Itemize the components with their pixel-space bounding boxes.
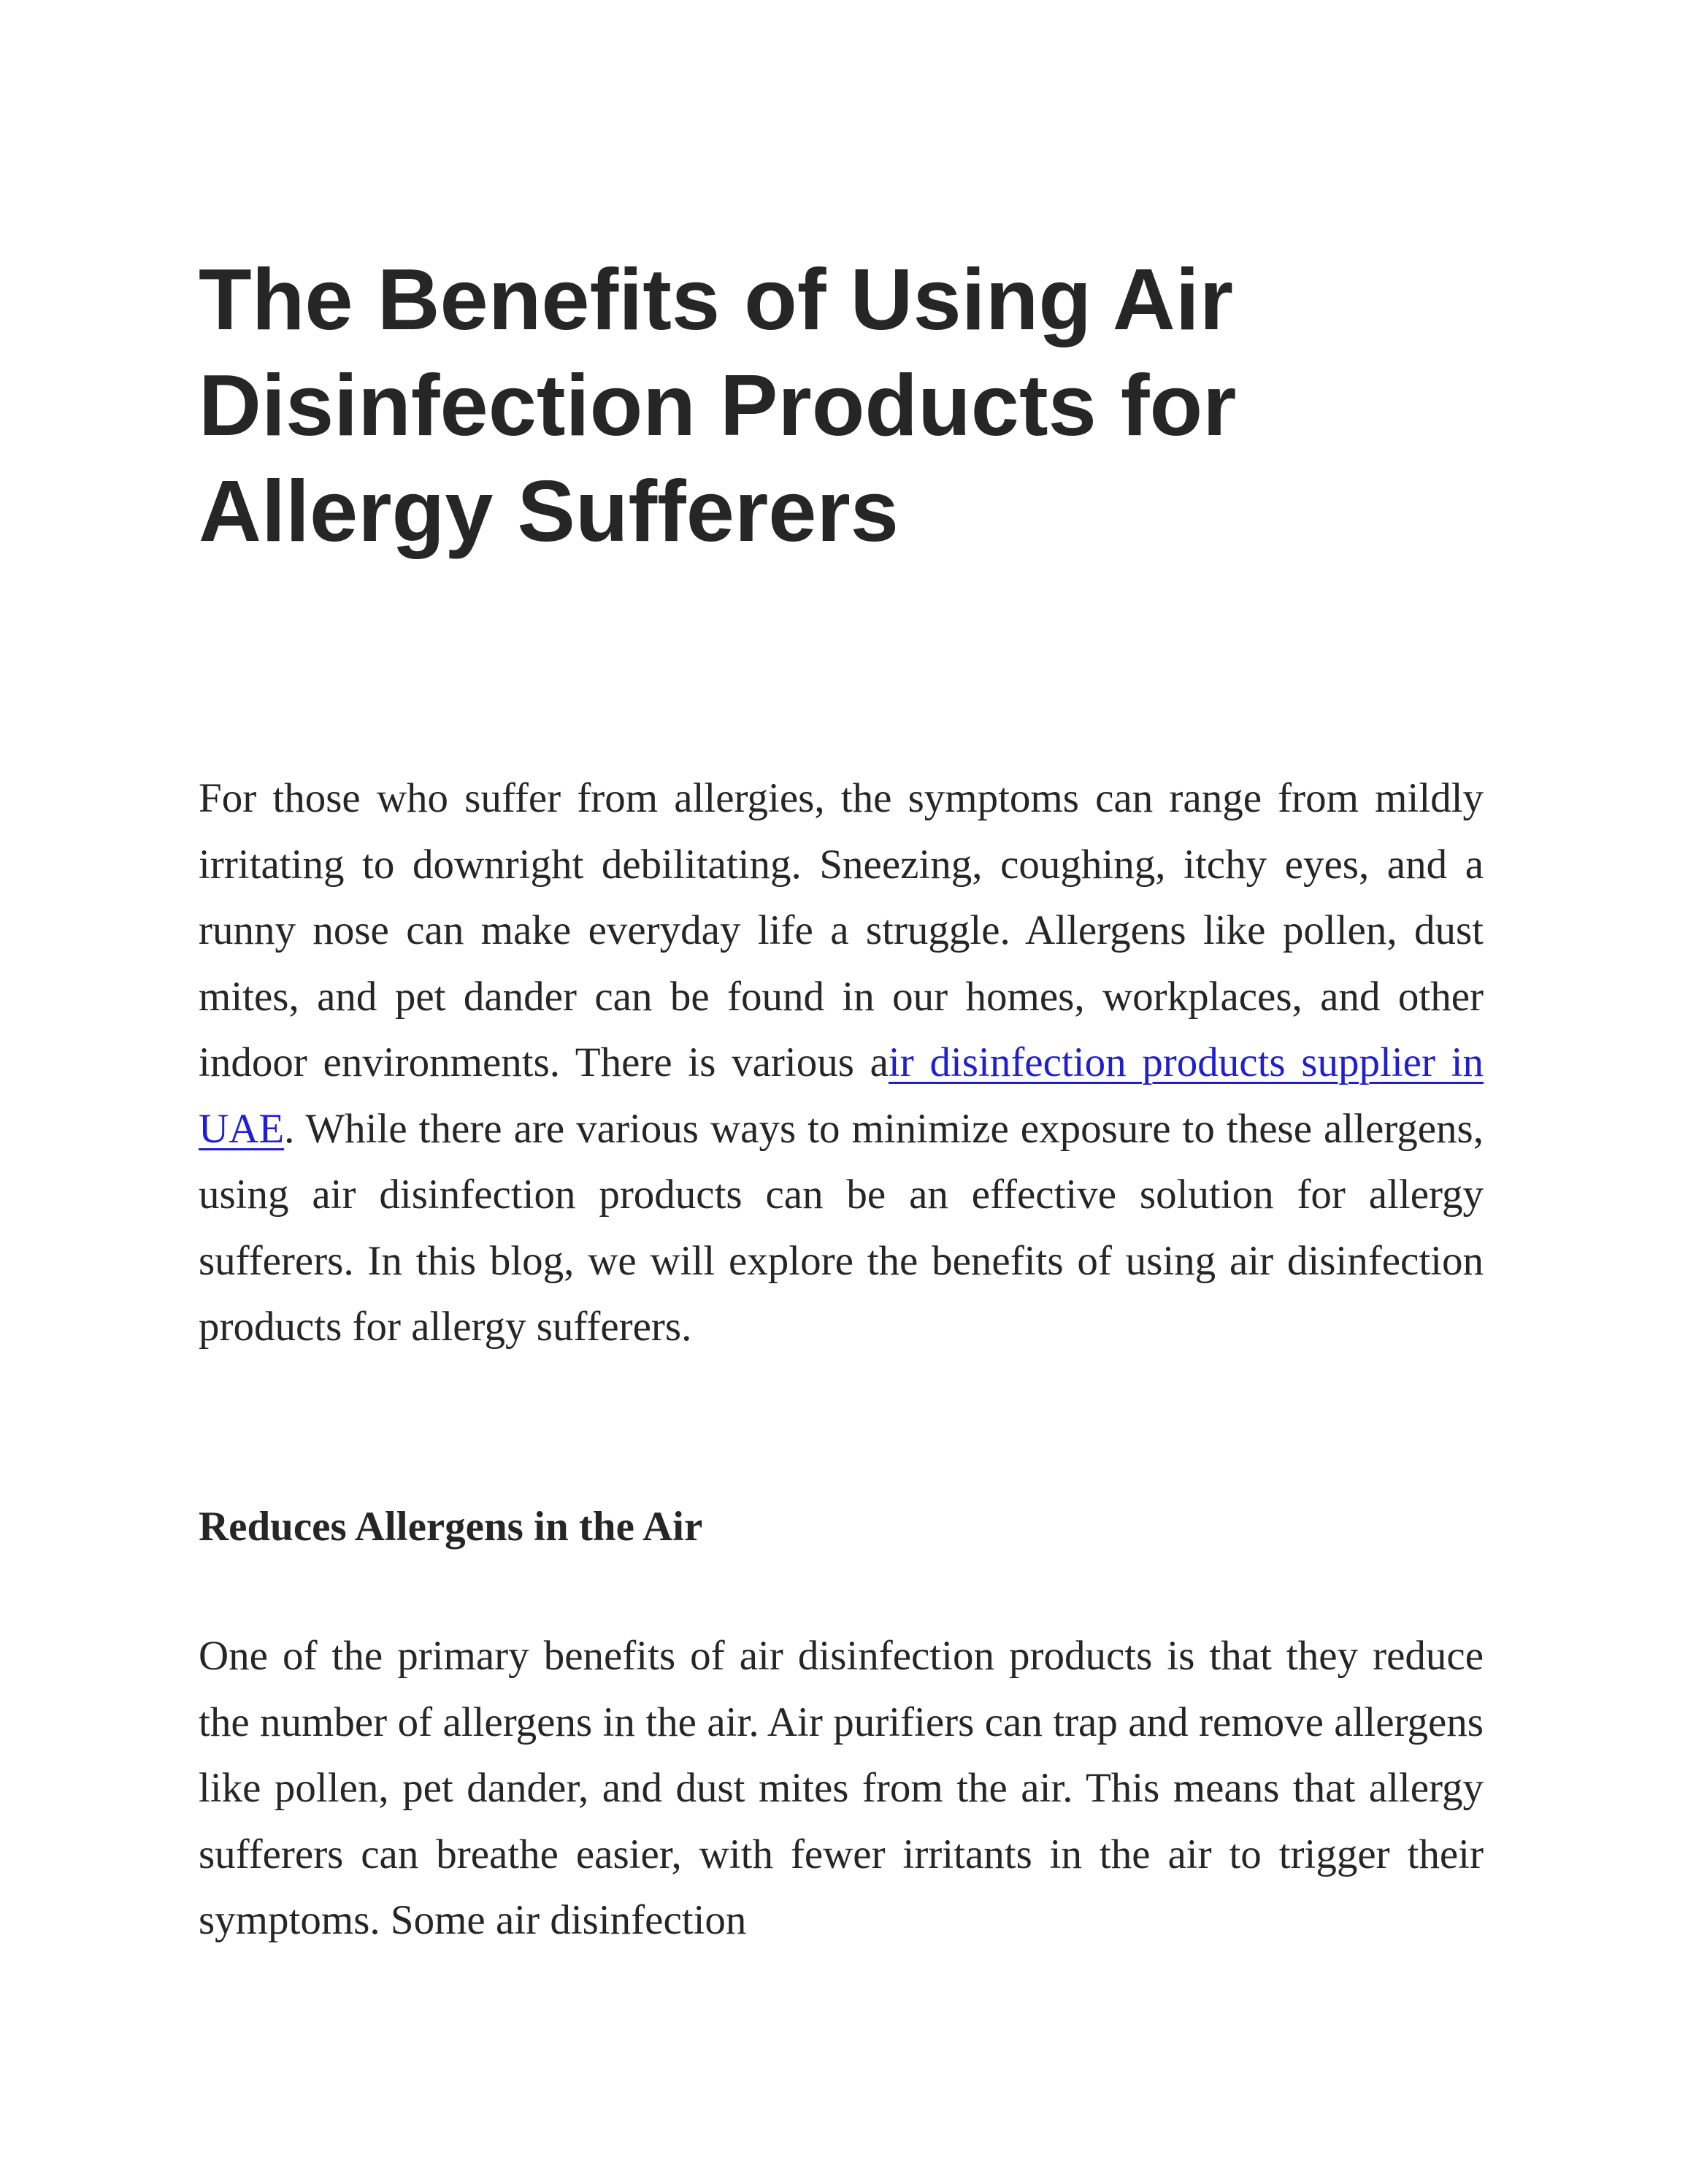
intro-text-before-link: For those who suffer from allergies, the symptoms can range from mildly irritating to downright debilitating. Sneezing, coughing, itchy eyes, and a runny nose can make everyday life a struggle. Allergens like pollen, dust mites, and pet dander can be found in our homes, workplaces, and other indoor environments. There is various a — [199, 775, 1484, 1085]
section-heading: Reduces Allergens in the Air — [199, 1504, 703, 1550]
intro-paragraph — [199, 766, 1484, 1361]
title-line-1: The Benefits of Using Air — [199, 251, 1234, 348]
title-line-3: Allergy Sufferers — [199, 463, 899, 560]
page-title — [199, 247, 1527, 564]
supplier-link[interactable]: ir disinfection products supplier in UAE — [199, 1039, 1484, 1152]
section-paragraph: One of the primary benefits of air disinfection products is that they reduce the number of allergens in the air. Air purifiers can trap and remove allergens like pollen, pet dander, and dust mites from the air. This means that allergy sufferers can breathe easier, with fewer irritants in the air to trigger their symptoms. Some air disinfection — [199, 1633, 1484, 1943]
title-line-2: Disinfection Products for — [199, 357, 1237, 454]
intro-text-after-link: . While there are various ways to minimize exposure to these allergens, using air disinfection products can be an effective solution for allergy sufferers. In this blog, we will explore the benefits of using air disinfection products for allergy sufferers. — [199, 1105, 1484, 1350]
